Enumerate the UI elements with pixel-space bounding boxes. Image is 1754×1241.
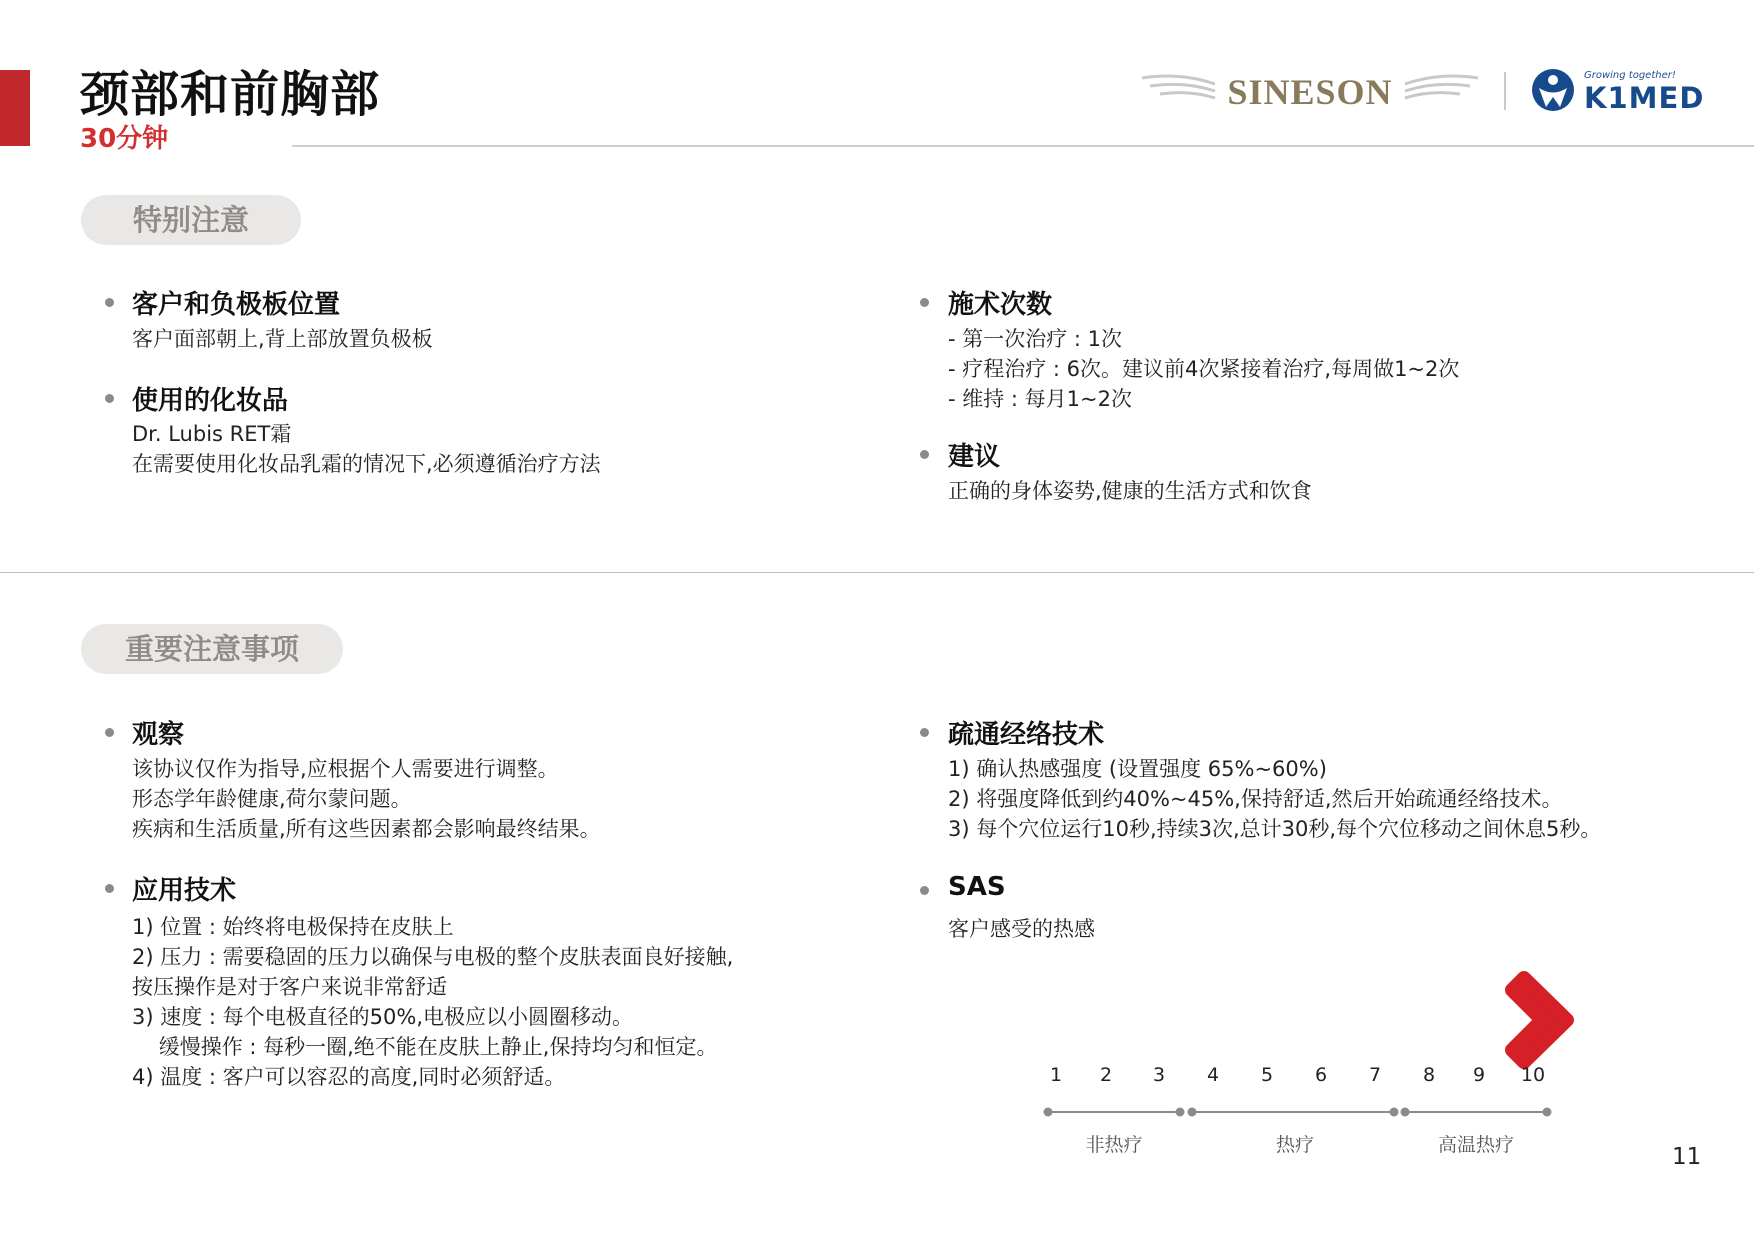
logo-separator xyxy=(1504,72,1506,110)
bullet-icon xyxy=(920,886,929,895)
bullet-icon xyxy=(105,298,114,307)
text-observation-line-1: 该协议仅作为指导,应根据个人需要进行调整。 xyxy=(132,757,559,781)
sineson-wings-icon xyxy=(1140,66,1480,114)
text-technique-line-5: 缓慢操作 : 每秒一圈,绝不能在皮肤上静止,保持均匀和恒定。 xyxy=(132,1035,718,1059)
heading-observation: 观察 xyxy=(132,720,185,750)
text-cosmetics-line-2: 在需要使用化妆品乳霜的情况下,必须遵循治疗方法 xyxy=(132,452,601,476)
sas-scale-number: 5 xyxy=(1260,1064,1274,1086)
k1med-logo xyxy=(1530,66,1705,115)
section-divider xyxy=(0,572,1754,573)
sas-scale-number: 9 xyxy=(1472,1064,1486,1086)
sas-range-thermal: 热疗 xyxy=(1275,1134,1315,1156)
sas-heat-arrow xyxy=(1030,970,1590,1070)
heading-meridian-technique: 疏通经络技术 xyxy=(948,720,1105,750)
sas-scale-number: 1 xyxy=(1049,1064,1063,1086)
sas-scale-number: 2 xyxy=(1099,1064,1113,1086)
sineson-logo xyxy=(1140,66,1480,114)
text-meridian-line-1: 1) 确认热感强度 (设置强度 65%~60%) xyxy=(948,757,1327,781)
page-number: 11 xyxy=(1672,1144,1702,1170)
k1med-wordmark: K1MED xyxy=(1584,81,1705,115)
sas-range-non-thermal: 非热疗 xyxy=(1085,1134,1143,1156)
text-technique-line-2: 2) 压力 : 需要稳固的压力以确保与电极的整个皮肤表面良好接触, xyxy=(132,945,734,969)
text-technique-line-1: 1) 位置 : 始终将电极保持在皮肤上 xyxy=(132,915,454,939)
header-accent-bar xyxy=(0,70,30,146)
page-subtitle: 30分钟 xyxy=(80,124,169,154)
section-pill-important-notes: 重要注意事项 xyxy=(81,624,343,674)
text-client-position: 客户面部朝上,背上部放置负极板 xyxy=(132,327,433,351)
bullet-icon xyxy=(105,394,114,403)
text-cosmetics-line-1: Dr. Lubis RET霜 xyxy=(132,422,292,446)
bullet-icon xyxy=(920,298,929,307)
text-technique-line-4: 3) 速度 : 每个电极直径的50%,电极应以小圆圈移动。 xyxy=(132,1005,634,1029)
text-technique-line-3: 按压操作是对于客户来说非常舒适 xyxy=(132,975,447,999)
text-observation-line-2: 形态学年龄健康,荷尔蒙问题。 xyxy=(132,787,412,811)
text-meridian-line-2: 2) 将强度降低到约40%~45%,保持舒适,然后开始疏通经络技术。 xyxy=(948,787,1563,811)
text-advice: 正确的身体姿势,健康的生活方式和饮食 xyxy=(948,479,1312,503)
sas-range-hyperthermal: 高温热疗 xyxy=(1437,1134,1515,1156)
heading-session-count: 施术次数 xyxy=(948,290,1053,320)
sas-scale-number: 4 xyxy=(1206,1064,1220,1086)
text-session-line-1: - 第一次治疗 : 1次 xyxy=(948,327,1123,351)
sas-range-lines xyxy=(1040,1100,1560,1124)
k1med-tagline: Growing together! xyxy=(1584,70,1676,81)
text-session-line-3: - 维持 : 每月1~2次 xyxy=(948,387,1132,411)
page-title: 颈部和前胸部 xyxy=(80,66,381,123)
heading-client-position: 客户和负极板位置 xyxy=(132,290,341,320)
text-sas: 客户感受的热感 xyxy=(948,917,1095,941)
bullet-icon xyxy=(920,728,929,737)
sas-scale-number: 8 xyxy=(1422,1064,1436,1086)
text-meridian-line-3: 3) 每个穴位运行10秒,持续3次,总计30秒,每个穴位移动之间休息5秒。 xyxy=(948,817,1602,841)
bullet-icon xyxy=(105,884,114,893)
bullet-icon xyxy=(105,728,114,737)
sas-scale-number: 7 xyxy=(1368,1064,1382,1086)
sas-scale-number: 3 xyxy=(1152,1064,1166,1086)
k1med-emblem-icon xyxy=(1530,67,1576,113)
heading-sas: SAS xyxy=(948,872,1006,902)
header-divider xyxy=(292,145,1754,147)
heading-advice: 建议 xyxy=(948,442,1001,472)
text-session-line-2: - 疗程治疗 : 6次。建议前4次紧接着治疗,每周做1~2次 xyxy=(948,357,1460,381)
sas-scale-number: 10 xyxy=(1520,1064,1546,1086)
sineson-wordmark: SINESON xyxy=(1227,72,1393,112)
bullet-icon xyxy=(920,450,929,459)
text-technique-line-6: 4) 温度 : 客户可以容忍的高度,同时必须舒适。 xyxy=(132,1065,566,1089)
section-pill-special-notes: 特别注意 xyxy=(81,195,301,245)
sas-scale-number: 6 xyxy=(1314,1064,1328,1086)
heading-cosmetics: 使用的化妆品 xyxy=(132,386,289,416)
heading-technique: 应用技术 xyxy=(132,876,237,906)
text-observation-line-3: 疾病和生活质量,所有这些因素都会影响最终结果。 xyxy=(132,817,601,841)
